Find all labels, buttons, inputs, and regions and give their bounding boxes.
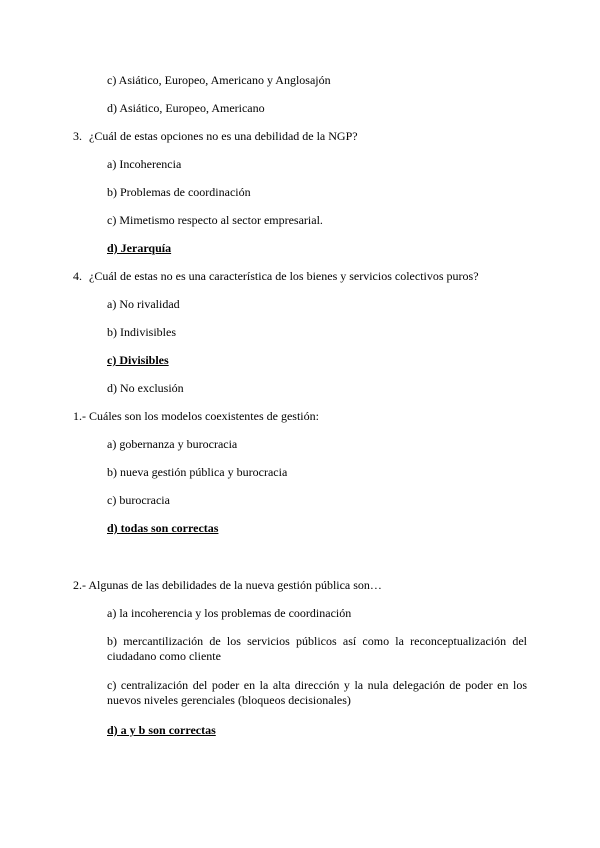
answer-c-q4: c) Divisibles: [107, 353, 169, 367]
option-b-q3: b) Problemas de coordinación: [107, 185, 251, 199]
option-a-q2b: a) la incoherencia y los problemas de coordinación: [107, 606, 352, 620]
question-1: 1.- Cuáles son los modelos coexistentes de gestión:: [73, 409, 319, 423]
option-c-q3: c) Mimetismo respecto al sector empresarial.: [107, 213, 323, 227]
question-3: [73, 129, 358, 143]
option-c-q2: c) Asiático, Europeo, Americano y Anglosajón: [107, 73, 331, 87]
question-3-number: 3.: [73, 129, 82, 143]
option-a-q4: a) No rivalidad: [107, 297, 180, 311]
option-b-q1: b) nueva gestión pública y burocracia: [107, 465, 288, 479]
option-c-q1: c) burocracia: [107, 493, 170, 507]
question-4: [73, 269, 479, 283]
option-c-q2b: c) centralización del poder en la alta dirección y la nula delegación de poder en los nuevos niveles gerenciales (bloqueos decisionales): [107, 678, 527, 707]
question-4-number: 4.: [73, 269, 82, 283]
option-d-q4: d) No exclusión: [107, 381, 184, 395]
option-a-q1: a) gobernanza y burocracia: [107, 437, 238, 451]
option-b-q2b: b) mercantilización de los servicios públicos así como la reconceptualización del ciudadano como cliente: [107, 634, 527, 663]
question-4-text: ¿Cuál de estas no es una característica de los bienes y servicios colectivos puros?: [89, 269, 479, 283]
option-d-q2: d) Asiático, Europeo, Americano: [107, 101, 265, 115]
option-b-q4: b) Indivisibles: [107, 325, 176, 339]
option-a-q3: a) Incoherencia: [107, 157, 182, 171]
question-3-text: ¿Cuál de estas opciones no es una debilidad de la NGP?: [89, 129, 358, 143]
answer-d-q1: d) todas son correctas: [107, 521, 219, 535]
answer-d-q3: d) Jerarquía: [107, 241, 172, 255]
question-2: 2.- Algunas de las debilidades de la nueva gestión pública son…: [73, 578, 382, 592]
answer-d-q2b: d) a y b son correctas: [107, 723, 216, 737]
